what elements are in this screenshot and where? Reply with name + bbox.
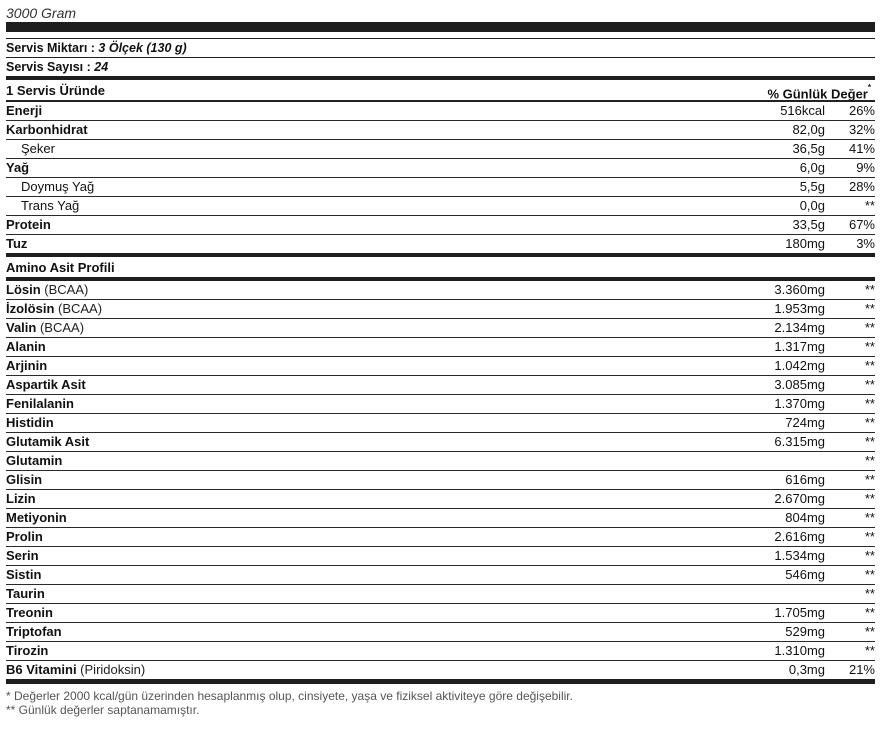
package-size: 3000 Gram [6, 5, 77, 21]
amino-acid-name-note: (BCAA) [40, 282, 89, 297]
amino-acid-amount: 1.310mg [774, 643, 825, 658]
amino-acid-name [6, 471, 42, 489]
amino-acid-daily-value: ** [864, 415, 875, 430]
nutrient-name: Şeker [21, 141, 55, 156]
amino-acid-daily-value: ** [864, 320, 875, 335]
amino-acid-name-main: B6 Vitamini [6, 662, 77, 677]
amino-acid-amount: 2.134mg [774, 320, 825, 335]
amino-acid-daily-value: ** [864, 605, 875, 620]
table-header [6, 80, 875, 100]
nutrient-daily-value: 32% [848, 122, 875, 137]
amino-acid-row [6, 376, 875, 395]
nutrient-daily-value: 41% [848, 141, 875, 156]
amino-acid-name-main: Serin [6, 548, 39, 563]
amino-acid-name-note: (BCAA) [54, 301, 103, 316]
nutrient-name: Doymuş Yağ [21, 179, 95, 194]
amino-acid-amount: 1.042mg [774, 358, 825, 373]
nutrient-row [6, 140, 875, 159]
amino-acid-name [6, 433, 89, 451]
amino-acid-name-main: Tirozin [6, 643, 49, 658]
amino-acid-daily-value: ** [864, 586, 875, 601]
nutrient-amount: 33,5g [792, 217, 825, 232]
amino-acid-amount: 1.317mg [774, 339, 825, 354]
amino-acid-row [6, 471, 875, 490]
amino-acid-name-main: Valin [6, 320, 37, 335]
nutrient-name: Tuz [6, 236, 28, 251]
amino-acid-row [6, 490, 875, 509]
nutrient-row [6, 178, 875, 197]
amino-acid-amount: 546mg [785, 567, 825, 582]
footnote-daily-value: * Değerler 2000 kcal/gün üzerinden hesaplanmış olup, cinsiyete, yaşa ve fiziksel aktiviteye göre değişebilir. [6, 689, 573, 703]
amino-acid-amount: 3.360mg [774, 282, 825, 297]
amino-acid-row [6, 642, 875, 661]
amino-acid-name [6, 490, 36, 508]
amino-acid-amount: 1.953mg [774, 301, 825, 316]
nutrient-daily-value: ** [864, 198, 875, 213]
amino-acid-name [6, 509, 67, 527]
amino-acid-daily-value: ** [864, 529, 875, 544]
nutrient-row [6, 102, 875, 121]
amino-acid-name [6, 281, 88, 299]
amino-acid-profile-title: Amino Asit Profili [6, 260, 115, 275]
amino-acid-daily-value: ** [864, 301, 875, 316]
serving-count-label: Servis Sayısı : [6, 60, 91, 74]
nutrient-daily-value: 28% [848, 179, 875, 194]
nutrient-name: Protein [6, 217, 51, 232]
amino-acid-name-main: Triptofan [6, 624, 62, 639]
amino-acid-row [6, 433, 875, 452]
amino-acid-row [6, 414, 875, 433]
amino-acid-name [6, 357, 47, 375]
nutrient-amount: 180mg [785, 236, 825, 251]
amino-acid-row [6, 319, 875, 338]
nutrient-name: Trans Yağ [21, 198, 80, 213]
amino-acid-name [6, 300, 102, 318]
amino-acid-row [6, 395, 875, 414]
amino-acid-name [6, 566, 41, 584]
amino-acid-name-main: Sistin [6, 567, 42, 582]
nutrient-daily-value: 9% [856, 160, 875, 175]
amino-acid-row [6, 338, 875, 357]
amino-acid-name [6, 338, 46, 356]
amino-acid-row [6, 509, 875, 528]
amino-acid-daily-value: ** [864, 339, 875, 354]
nutrient-amount: 6,0g [799, 160, 825, 175]
per-serving-heading: 1 Servis Üründe [6, 83, 105, 98]
amino-acid-name-main: Glutamin [6, 453, 63, 468]
nutrient-row [6, 216, 875, 235]
amino-acid-name-main: Treonin [6, 605, 53, 620]
amino-acid-row [6, 300, 875, 319]
nutrient-daily-value: 26% [848, 103, 875, 118]
serving-count-value: 24 [94, 60, 109, 74]
amino-acid-name [6, 604, 53, 622]
amino-acid-daily-value: ** [864, 491, 875, 506]
serving-size-value: 3 Ölçek (130 g) [98, 41, 187, 55]
amino-acid-name-note: (Piridoksin) [76, 662, 146, 677]
amino-acid-amount: 6.315mg [774, 434, 825, 449]
amino-acid-name [6, 414, 54, 432]
amino-acid-amount: 724mg [785, 415, 825, 430]
amino-acid-name [6, 319, 84, 337]
amino-acid-daily-value: ** [864, 548, 875, 563]
amino-acid-name-main: Histidin [6, 415, 54, 430]
daily-value-heading-text: % Günlük Değer [767, 86, 868, 102]
amino-acid-daily-value: ** [864, 472, 875, 487]
serving-size [6, 39, 875, 57]
amino-acid-amount: 2.670mg [774, 491, 825, 506]
amino-acid-daily-value: ** [864, 358, 875, 373]
nutrient-name: Yağ [6, 160, 30, 175]
amino-acid-name-main: Prolin [6, 529, 43, 544]
amino-acid-daily-value: ** [864, 282, 875, 297]
amino-acid-daily-value: ** [864, 434, 875, 449]
nutrient-amount: 82,0g [792, 122, 825, 137]
nutrient-row [6, 121, 875, 140]
amino-acid-amount: 616mg [785, 472, 825, 487]
nutrient-daily-value: 67% [848, 217, 875, 232]
nutrient-daily-value: 3% [856, 236, 875, 251]
nutrient-list [6, 102, 875, 253]
amino-acid-row [6, 604, 875, 623]
amino-acid-name-main: Alanin [6, 339, 46, 354]
amino-acid-row [6, 547, 875, 566]
amino-acid-name-main: Aspartik Asit [6, 377, 86, 392]
amino-acid-daily-value: ** [864, 624, 875, 639]
amino-acid-name [6, 547, 39, 565]
amino-acid-list [6, 281, 875, 679]
amino-acid-daily-value: ** [864, 377, 875, 392]
amino-acid-amount: 3.085mg [774, 377, 825, 392]
amino-acid-name [6, 395, 74, 413]
amino-acid-name-main: Glutamik Asit [6, 434, 90, 449]
amino-acid-name [6, 376, 86, 394]
amino-acid-name [6, 623, 62, 641]
amino-acid-row [6, 585, 875, 604]
amino-acid-row [6, 281, 875, 300]
amino-acid-amount: 0,3mg [788, 662, 825, 677]
nutrient-name: Karbonhidrat [6, 122, 88, 137]
nutrient-amount: 516kcal [780, 103, 825, 118]
amino-acid-name [6, 642, 48, 660]
amino-acid-daily-value: ** [864, 510, 875, 525]
amino-acid-name-main: Glisin [6, 472, 43, 487]
nutrition-facts-panel [6, 0, 875, 717]
amino-acid-name [6, 452, 62, 470]
nutrient-amount: 5,5g [799, 179, 825, 194]
amino-acid-amount: 1.370mg [774, 396, 825, 411]
nutrient-row [6, 235, 875, 253]
amino-acid-amount: 2.616mg [774, 529, 825, 544]
amino-acid-name-main: Fenilalanin [6, 396, 74, 411]
nutrient-name: Enerji [6, 103, 43, 118]
nutrient-amount: 0,0g [799, 198, 825, 213]
amino-acid-name [6, 585, 45, 603]
amino-acid-row [6, 661, 875, 679]
amino-acid-daily-value: ** [864, 567, 875, 582]
amino-acid-row [6, 528, 875, 547]
amino-acid-daily-value: 21% [848, 662, 875, 677]
serving-size-label: Servis Miktarı : [6, 41, 95, 55]
daily-value-footnote-mark: * [867, 83, 871, 92]
amino-acid-amount: 529mg [785, 624, 825, 639]
divider-thick [6, 22, 875, 32]
amino-acid-name-main: Metiyonin [6, 510, 67, 525]
amino-acid-daily-value: ** [864, 453, 875, 468]
amino-acid-daily-value: ** [864, 396, 875, 411]
footnote-undetermined: ** Günlük değerler saptanamamıştır. [6, 703, 200, 717]
divider-thick [6, 679, 875, 684]
amino-acid-name-main: Lösin [6, 282, 41, 297]
amino-acid-daily-value: ** [864, 643, 875, 658]
amino-acid-amount: 1.534mg [774, 548, 825, 563]
serving-count [6, 58, 875, 76]
amino-acid-name-note: (BCAA) [36, 320, 85, 335]
amino-acid-name-main: İzolösin [6, 301, 55, 316]
amino-acid-name [6, 661, 145, 679]
amino-acid-name-main: Arjinin [6, 358, 48, 373]
amino-acid-name-main: Taurin [6, 586, 45, 601]
nutrient-amount: 36,5g [792, 141, 825, 156]
amino-acid-name-main: Lizin [6, 491, 36, 506]
amino-acid-row [6, 566, 875, 585]
nutrient-row [6, 197, 875, 216]
nutrient-row [6, 159, 875, 178]
amino-acid-name [6, 528, 43, 546]
amino-acid-amount: 804mg [785, 510, 825, 525]
footnotes [6, 689, 875, 717]
amino-acid-row [6, 357, 875, 376]
amino-acid-amount: 1.705mg [774, 605, 825, 620]
amino-acid-row [6, 452, 875, 471]
amino-acid-row [6, 623, 875, 642]
